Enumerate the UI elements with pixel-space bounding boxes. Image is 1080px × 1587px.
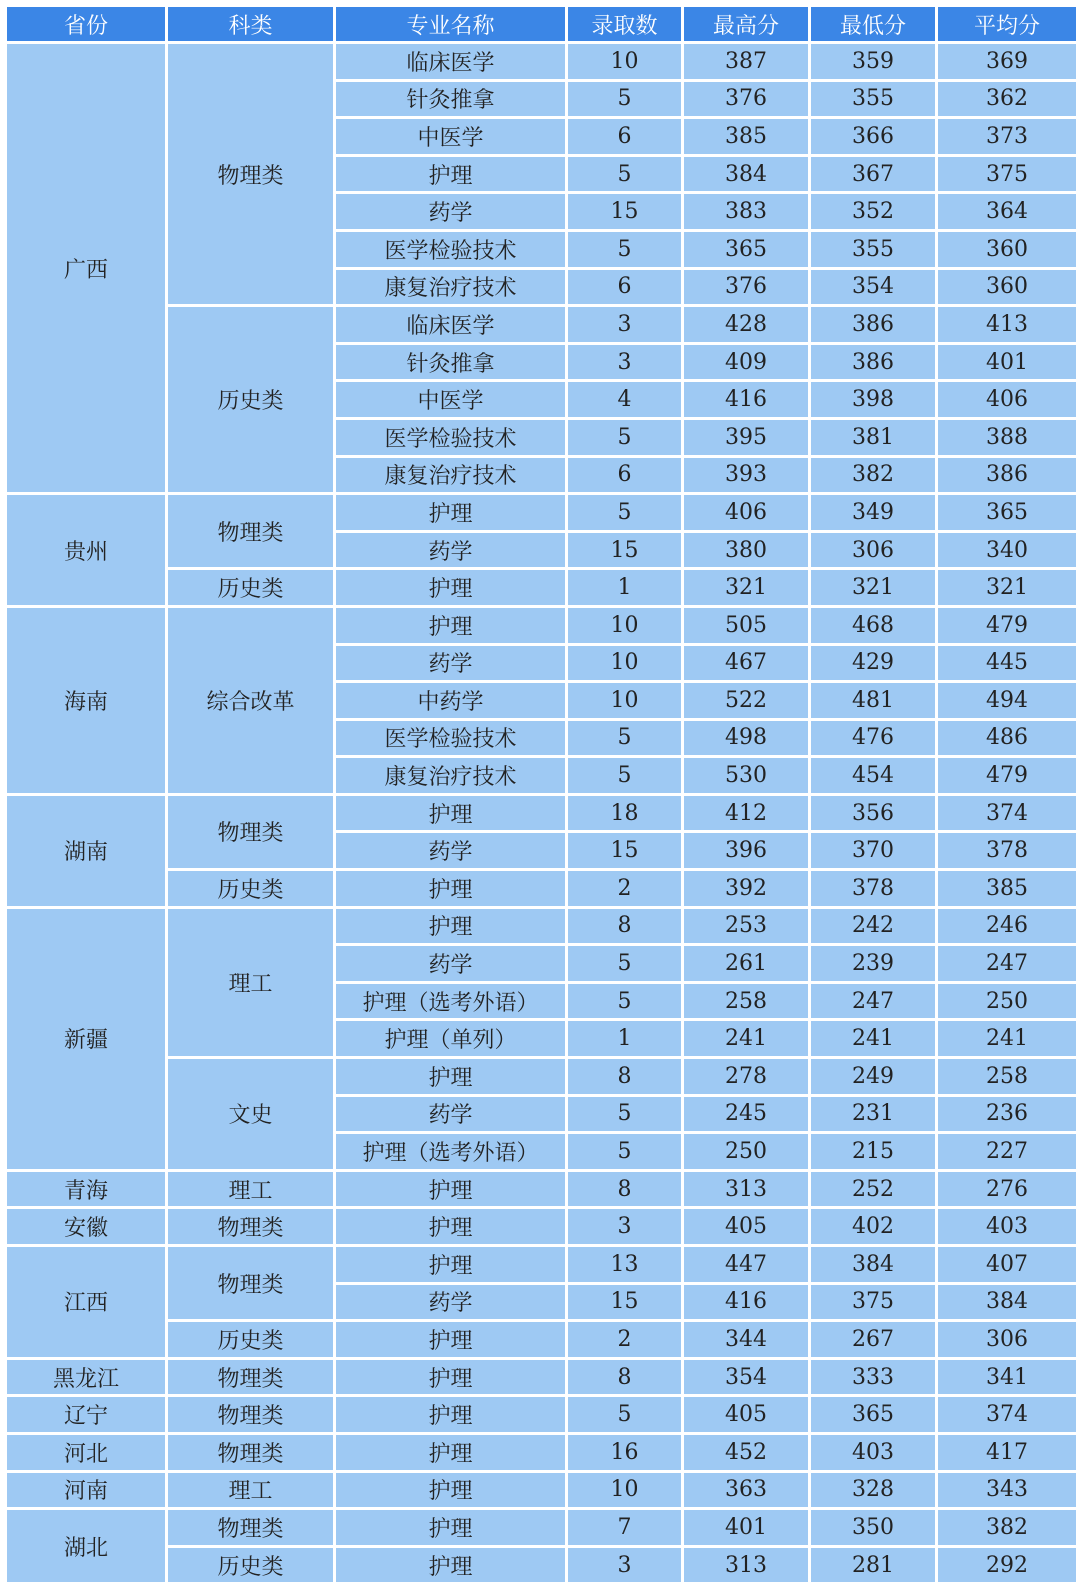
table-row <box>6 1433 1078 1471</box>
min-score-cell: 354 <box>810 268 937 306</box>
max-score-cell: 412 <box>683 794 810 832</box>
major-cell: 护理 <box>335 1358 567 1396</box>
major-cell: 护理 <box>335 794 567 832</box>
count-cell: 18 <box>567 794 683 832</box>
avg-score-cell: 386 <box>937 456 1078 494</box>
min-score-cell: 378 <box>810 870 937 908</box>
category-cell: 理工 <box>167 907 335 1057</box>
count-cell: 10 <box>567 682 683 720</box>
min-score-cell: 429 <box>810 644 937 682</box>
count-cell: 6 <box>567 456 683 494</box>
avg-score-cell: 369 <box>937 43 1078 81</box>
min-score-cell: 239 <box>810 945 937 983</box>
avg-score-cell: 375 <box>937 155 1078 193</box>
min-score-cell: 321 <box>810 569 937 607</box>
avg-score-cell: 445 <box>937 644 1078 682</box>
max-score-cell: 261 <box>683 945 810 983</box>
max-score-cell: 278 <box>683 1058 810 1096</box>
count-cell: 15 <box>567 1283 683 1321</box>
min-score-cell: 481 <box>810 682 937 720</box>
category-cell: 物理类 <box>167 1246 335 1321</box>
major-cell: 护理 <box>335 1246 567 1284</box>
count-cell: 1 <box>567 1020 683 1058</box>
min-score-cell: 370 <box>810 832 937 870</box>
category-cell: 理工 <box>167 1170 335 1208</box>
avg-score-cell: 292 <box>937 1546 1078 1584</box>
table-row <box>6 1546 1078 1584</box>
min-score-cell: 252 <box>810 1170 937 1208</box>
max-score-cell: 406 <box>683 494 810 532</box>
avg-score-cell: 236 <box>937 1095 1078 1133</box>
table-row <box>6 494 1078 532</box>
header-row <box>6 6 1078 43</box>
count-cell: 5 <box>567 1133 683 1171</box>
max-score-cell: 365 <box>683 230 810 268</box>
table-row <box>6 1170 1078 1208</box>
province-cell: 青海 <box>6 1170 167 1208</box>
min-score-cell: 267 <box>810 1321 937 1359</box>
min-score-cell: 328 <box>810 1471 937 1509</box>
count-cell: 15 <box>567 832 683 870</box>
major-cell: 针灸推拿 <box>335 80 567 118</box>
category-cell: 物理类 <box>167 1396 335 1434</box>
header-max-score: 最高分 <box>683 6 810 43</box>
avg-score-cell: 385 <box>937 870 1078 908</box>
min-score-cell: 403 <box>810 1433 937 1471</box>
count-cell: 8 <box>567 1058 683 1096</box>
max-score-cell: 395 <box>683 418 810 456</box>
major-cell: 中医学 <box>335 381 567 419</box>
major-cell: 护理 <box>335 870 567 908</box>
avg-score-cell: 406 <box>937 381 1078 419</box>
min-score-cell: 249 <box>810 1058 937 1096</box>
avg-score-cell: 494 <box>937 682 1078 720</box>
table-body <box>6 43 1078 1584</box>
avg-score-cell: 343 <box>937 1471 1078 1509</box>
min-score-cell: 367 <box>810 155 937 193</box>
avg-score-cell: 258 <box>937 1058 1078 1096</box>
major-cell: 护理 <box>335 1208 567 1246</box>
count-cell: 13 <box>567 1246 683 1284</box>
max-score-cell: 452 <box>683 1433 810 1471</box>
min-score-cell: 355 <box>810 80 937 118</box>
max-score-cell: 530 <box>683 757 810 795</box>
max-score-cell: 428 <box>683 306 810 344</box>
avg-score-cell: 341 <box>937 1358 1078 1396</box>
max-score-cell: 405 <box>683 1396 810 1434</box>
count-cell: 15 <box>567 193 683 231</box>
count-cell: 5 <box>567 1095 683 1133</box>
avg-score-cell: 374 <box>937 1396 1078 1434</box>
table-row <box>6 606 1078 644</box>
major-cell: 护理 <box>335 1058 567 1096</box>
max-score-cell: 416 <box>683 381 810 419</box>
max-score-cell: 405 <box>683 1208 810 1246</box>
avg-score-cell: 486 <box>937 719 1078 757</box>
province-cell: 贵州 <box>6 494 167 607</box>
max-score-cell: 385 <box>683 118 810 156</box>
avg-score-cell: 401 <box>937 343 1078 381</box>
max-score-cell: 416 <box>683 1283 810 1321</box>
min-score-cell: 386 <box>810 343 937 381</box>
major-cell: 护理 <box>335 1170 567 1208</box>
avg-score-cell: 247 <box>937 945 1078 983</box>
min-score-cell: 356 <box>810 794 937 832</box>
table-row <box>6 1208 1078 1246</box>
max-score-cell: 245 <box>683 1095 810 1133</box>
min-score-cell: 468 <box>810 606 937 644</box>
table-row <box>6 1321 1078 1359</box>
min-score-cell: 476 <box>810 719 937 757</box>
max-score-cell: 363 <box>683 1471 810 1509</box>
avg-score-cell: 340 <box>937 531 1078 569</box>
province-cell: 广西 <box>6 43 167 494</box>
major-cell: 药学 <box>335 193 567 231</box>
header-count: 录取数 <box>567 6 683 43</box>
count-cell: 1 <box>567 569 683 607</box>
max-score-cell: 253 <box>683 907 810 945</box>
avg-score-cell: 374 <box>937 794 1078 832</box>
category-cell: 物理类 <box>167 1358 335 1396</box>
category-cell: 历史类 <box>167 870 335 908</box>
category-cell: 历史类 <box>167 569 335 607</box>
min-score-cell: 384 <box>810 1246 937 1284</box>
major-cell: 针灸推拿 <box>335 343 567 381</box>
min-score-cell: 241 <box>810 1020 937 1058</box>
header-major: 专业名称 <box>335 6 567 43</box>
avg-score-cell: 382 <box>937 1509 1078 1547</box>
count-cell: 10 <box>567 1471 683 1509</box>
count-cell: 8 <box>567 1358 683 1396</box>
min-score-cell: 382 <box>810 456 937 494</box>
avg-score-cell: 241 <box>937 1020 1078 1058</box>
max-score-cell: 505 <box>683 606 810 644</box>
count-cell: 4 <box>567 381 683 419</box>
avg-score-cell: 407 <box>937 1246 1078 1284</box>
avg-score-cell: 417 <box>937 1433 1078 1471</box>
province-cell: 安徽 <box>6 1208 167 1246</box>
count-cell: 5 <box>567 1396 683 1434</box>
max-score-cell: 321 <box>683 569 810 607</box>
max-score-cell: 447 <box>683 1246 810 1284</box>
category-cell: 物理类 <box>167 1433 335 1471</box>
max-score-cell: 313 <box>683 1170 810 1208</box>
table-row <box>6 1358 1078 1396</box>
avg-score-cell: 413 <box>937 306 1078 344</box>
table-row <box>6 870 1078 908</box>
province-cell: 河南 <box>6 1471 167 1509</box>
major-cell: 医学检验技术 <box>335 719 567 757</box>
count-cell: 10 <box>567 606 683 644</box>
count-cell: 5 <box>567 757 683 795</box>
category-cell: 物理类 <box>167 1509 335 1547</box>
major-cell: 护理 <box>335 1396 567 1434</box>
count-cell: 5 <box>567 719 683 757</box>
avg-score-cell: 384 <box>937 1283 1078 1321</box>
major-cell: 护理（选考外语） <box>335 982 567 1020</box>
min-score-cell: 350 <box>810 1509 937 1547</box>
count-cell: 5 <box>567 155 683 193</box>
avg-score-cell: 364 <box>937 193 1078 231</box>
header-category: 科类 <box>167 6 335 43</box>
count-cell: 5 <box>567 494 683 532</box>
province-cell: 辽宁 <box>6 1396 167 1434</box>
count-cell: 15 <box>567 531 683 569</box>
category-cell: 物理类 <box>167 43 335 306</box>
major-cell: 护理 <box>335 1546 567 1584</box>
major-cell: 护理（单列） <box>335 1020 567 1058</box>
table-row <box>6 1509 1078 1547</box>
avg-score-cell: 365 <box>937 494 1078 532</box>
min-score-cell: 231 <box>810 1095 937 1133</box>
province-cell: 湖南 <box>6 794 167 907</box>
header-province: 省份 <box>6 6 167 43</box>
category-cell: 物理类 <box>167 794 335 869</box>
category-cell: 综合改革 <box>167 606 335 794</box>
table-row <box>6 907 1078 945</box>
max-score-cell: 241 <box>683 1020 810 1058</box>
major-cell: 医学检验技术 <box>335 418 567 456</box>
max-score-cell: 387 <box>683 43 810 81</box>
count-cell: 7 <box>567 1509 683 1547</box>
major-cell: 药学 <box>335 832 567 870</box>
count-cell: 5 <box>567 982 683 1020</box>
avg-score-cell: 360 <box>937 268 1078 306</box>
min-score-cell: 381 <box>810 418 937 456</box>
admission-scores-table <box>4 4 1079 1585</box>
min-score-cell: 366 <box>810 118 937 156</box>
category-cell: 历史类 <box>167 1546 335 1584</box>
min-score-cell: 247 <box>810 982 937 1020</box>
avg-score-cell: 227 <box>937 1133 1078 1171</box>
max-score-cell: 258 <box>683 982 810 1020</box>
major-cell: 药学 <box>335 945 567 983</box>
max-score-cell: 376 <box>683 80 810 118</box>
min-score-cell: 352 <box>810 193 937 231</box>
min-score-cell: 359 <box>810 43 937 81</box>
min-score-cell: 306 <box>810 531 937 569</box>
count-cell: 5 <box>567 230 683 268</box>
max-score-cell: 384 <box>683 155 810 193</box>
max-score-cell: 467 <box>683 644 810 682</box>
province-cell: 湖北 <box>6 1509 167 1584</box>
count-cell: 2 <box>567 1321 683 1359</box>
avg-score-cell: 479 <box>937 757 1078 795</box>
count-cell: 5 <box>567 80 683 118</box>
avg-score-cell: 479 <box>937 606 1078 644</box>
min-score-cell: 355 <box>810 230 937 268</box>
max-score-cell: 380 <box>683 531 810 569</box>
min-score-cell: 398 <box>810 381 937 419</box>
avg-score-cell: 378 <box>937 832 1078 870</box>
count-cell: 3 <box>567 306 683 344</box>
max-score-cell: 383 <box>683 193 810 231</box>
major-cell: 药学 <box>335 1283 567 1321</box>
major-cell: 中药学 <box>335 682 567 720</box>
major-cell: 药学 <box>335 644 567 682</box>
province-cell: 河北 <box>6 1433 167 1471</box>
header-min-score: 最低分 <box>810 6 937 43</box>
province-cell: 海南 <box>6 606 167 794</box>
min-score-cell: 242 <box>810 907 937 945</box>
max-score-cell: 250 <box>683 1133 810 1171</box>
avg-score-cell: 360 <box>937 230 1078 268</box>
major-cell: 中医学 <box>335 118 567 156</box>
major-cell: 临床医学 <box>335 306 567 344</box>
major-cell: 康复治疗技术 <box>335 757 567 795</box>
max-score-cell: 498 <box>683 719 810 757</box>
min-score-cell: 215 <box>810 1133 937 1171</box>
count-cell: 2 <box>567 870 683 908</box>
count-cell: 6 <box>567 268 683 306</box>
max-score-cell: 354 <box>683 1358 810 1396</box>
major-cell: 康复治疗技术 <box>335 456 567 494</box>
min-score-cell: 402 <box>810 1208 937 1246</box>
count-cell: 3 <box>567 343 683 381</box>
avg-score-cell: 306 <box>937 1321 1078 1359</box>
avg-score-cell: 362 <box>937 80 1078 118</box>
avg-score-cell: 403 <box>937 1208 1078 1246</box>
major-cell: 药学 <box>335 1095 567 1133</box>
major-cell: 护理 <box>335 1509 567 1547</box>
avg-score-cell: 373 <box>937 118 1078 156</box>
header-avg-score: 平均分 <box>937 6 1078 43</box>
count-cell: 10 <box>567 644 683 682</box>
major-cell: 护理 <box>335 569 567 607</box>
category-cell: 文史 <box>167 1058 335 1171</box>
count-cell: 10 <box>567 43 683 81</box>
max-score-cell: 376 <box>683 268 810 306</box>
max-score-cell: 313 <box>683 1546 810 1584</box>
min-score-cell: 386 <box>810 306 937 344</box>
table-row <box>6 43 1078 81</box>
count-cell: 6 <box>567 118 683 156</box>
major-cell: 护理 <box>335 155 567 193</box>
count-cell: 8 <box>567 1170 683 1208</box>
min-score-cell: 365 <box>810 1396 937 1434</box>
major-cell: 护理 <box>335 907 567 945</box>
table-row <box>6 569 1078 607</box>
max-score-cell: 396 <box>683 832 810 870</box>
major-cell: 护理 <box>335 1321 567 1359</box>
major-cell: 护理 <box>335 494 567 532</box>
table-row <box>6 1396 1078 1434</box>
count-cell: 8 <box>567 907 683 945</box>
avg-score-cell: 321 <box>937 569 1078 607</box>
category-cell: 历史类 <box>167 1321 335 1359</box>
min-score-cell: 281 <box>810 1546 937 1584</box>
major-cell: 药学 <box>335 531 567 569</box>
province-cell: 新疆 <box>6 907 167 1170</box>
major-cell: 护理 <box>335 606 567 644</box>
category-cell: 物理类 <box>167 494 335 569</box>
major-cell: 临床医学 <box>335 43 567 81</box>
max-score-cell: 522 <box>683 682 810 720</box>
count-cell: 3 <box>567 1208 683 1246</box>
max-score-cell: 401 <box>683 1509 810 1547</box>
min-score-cell: 349 <box>810 494 937 532</box>
province-cell: 黑龙江 <box>6 1358 167 1396</box>
min-score-cell: 454 <box>810 757 937 795</box>
count-cell: 3 <box>567 1546 683 1584</box>
table-row <box>6 794 1078 832</box>
avg-score-cell: 276 <box>937 1170 1078 1208</box>
major-cell: 护理 <box>335 1471 567 1509</box>
category-cell: 物理类 <box>167 1208 335 1246</box>
table-row <box>6 1246 1078 1284</box>
max-score-cell: 393 <box>683 456 810 494</box>
major-cell: 医学检验技术 <box>335 230 567 268</box>
max-score-cell: 392 <box>683 870 810 908</box>
min-score-cell: 375 <box>810 1283 937 1321</box>
major-cell: 康复治疗技术 <box>335 268 567 306</box>
avg-score-cell: 250 <box>937 982 1078 1020</box>
table-row <box>6 306 1078 344</box>
count-cell: 5 <box>567 945 683 983</box>
category-cell: 历史类 <box>167 306 335 494</box>
max-score-cell: 344 <box>683 1321 810 1359</box>
table-row <box>6 1471 1078 1509</box>
count-cell: 16 <box>567 1433 683 1471</box>
count-cell: 5 <box>567 418 683 456</box>
major-cell: 护理 <box>335 1433 567 1471</box>
major-cell: 护理（选考外语） <box>335 1133 567 1171</box>
province-cell: 江西 <box>6 1246 167 1359</box>
min-score-cell: 333 <box>810 1358 937 1396</box>
table-row <box>6 1058 1078 1096</box>
max-score-cell: 409 <box>683 343 810 381</box>
avg-score-cell: 388 <box>937 418 1078 456</box>
category-cell: 理工 <box>167 1471 335 1509</box>
avg-score-cell: 246 <box>937 907 1078 945</box>
